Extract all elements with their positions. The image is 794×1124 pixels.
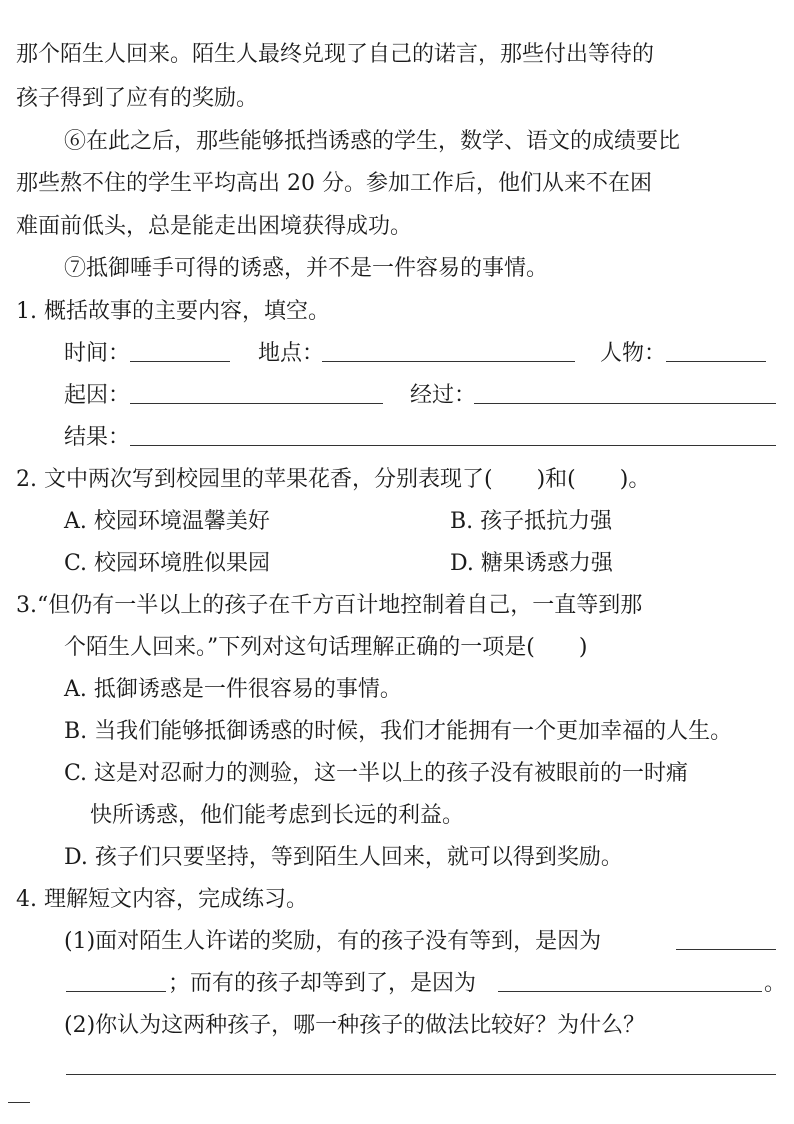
cause-label: 起因： <box>64 383 131 408</box>
question-3-line-1: 3.“但仍有一半以上的孩子在千方百计地控制着自己，一直等到那 <box>16 593 643 618</box>
place-label: 地点： <box>258 341 325 366</box>
option-2c[interactable]: C. 校园环境胜似果园 <box>64 551 271 576</box>
question-4-title: 4. 理解短文内容，完成练习。 <box>16 887 308 912</box>
option-3b[interactable]: B. 当我们能够抵御诱惑的时候，我们才能拥有一个更加幸福的人生。 <box>64 719 733 744</box>
question-2-text-c: )。 <box>619 467 651 492</box>
place-blank[interactable] <box>322 361 575 362</box>
question-4-part-2: (2)你认为这两种孩子，哪一种孩子的做法比较好？为什么？ <box>64 1013 646 1038</box>
people-label: 人物： <box>600 341 667 366</box>
option-3a[interactable]: A. 抵御诱惑是一件很容易的事情。 <box>64 677 402 702</box>
people-blank[interactable] <box>666 361 766 362</box>
answer-blank-4-1b[interactable] <box>66 991 166 992</box>
question-3-text-b: ) <box>578 635 588 660</box>
option-3d[interactable]: D. 孩子们只要坚持，等到陌生人回来，就可以得到奖励。 <box>64 845 623 870</box>
option-2d[interactable]: D. 糖果诱惑力强 <box>450 551 613 576</box>
question-4-part-1: (1)面对陌生人许诺的奖励，有的孩子没有等到，是因为 <box>64 929 602 954</box>
result-blank[interactable] <box>130 445 776 446</box>
passage-line-4: 那些熬不住的学生平均高出 20 分。参加工作后，他们从来不在困 <box>16 171 652 196</box>
option-3c[interactable]: C. 这是对忍耐力的测验，这一半以上的孩子没有被眼前的一时痛 <box>64 761 689 786</box>
result-label: 结果： <box>64 425 131 450</box>
question-4-part-1-cont: ；而有的孩子却等到了，是因为 <box>168 971 477 996</box>
process-label: 经过： <box>410 383 477 408</box>
time-label: 时间： <box>64 341 131 366</box>
answer-line-4-2[interactable] <box>66 1074 776 1075</box>
question-3-text-a: 个陌生人回来。”下列对这句话理解正确的一项是( <box>64 635 535 660</box>
page-corner-mark <box>8 1102 30 1103</box>
passage-paragraph-7: ⑦抵御唾手可得的诱惑，并不是一件容易的事情。 <box>64 256 549 281</box>
option-2b[interactable]: B. 孩子抵抗力强 <box>450 509 613 534</box>
question-4-part-1-end: 。 <box>764 971 787 996</box>
passage-paragraph-6: ⑥在此之后，那些能够抵挡诱惑的学生，数学、语文的成绩要比 <box>64 129 681 154</box>
question-1-title: 1. 概括故事的主要内容，填空。 <box>16 299 330 324</box>
question-2-text-a: 2. 文中两次写到校园里的苹果花香，分别表现了( <box>16 467 493 492</box>
time-blank[interactable] <box>130 361 230 362</box>
cause-blank[interactable] <box>130 403 383 404</box>
answer-blank-4-1c[interactable] <box>498 991 762 992</box>
passage-line-2: 孩子得到了应有的奖励。 <box>16 86 259 111</box>
option-2a[interactable]: A. 校园环境温馨美好 <box>64 509 270 534</box>
question-2-stem <box>16 465 650 495</box>
passage-line-1: 那个陌生人回来。陌生人最终兑现了自己的诺言，那些付出等待的 <box>16 42 655 67</box>
option-3c-continued: 快所诱惑，他们能考虑到长远的利益。 <box>90 803 465 828</box>
question-2-text-b: )和( <box>536 467 576 492</box>
passage-line-5: 难面前低头，总是能走出困境获得成功。 <box>16 214 413 239</box>
question-3-line-2 <box>64 633 587 663</box>
answer-blank-4-1a[interactable] <box>676 949 776 950</box>
process-blank[interactable] <box>474 403 776 404</box>
